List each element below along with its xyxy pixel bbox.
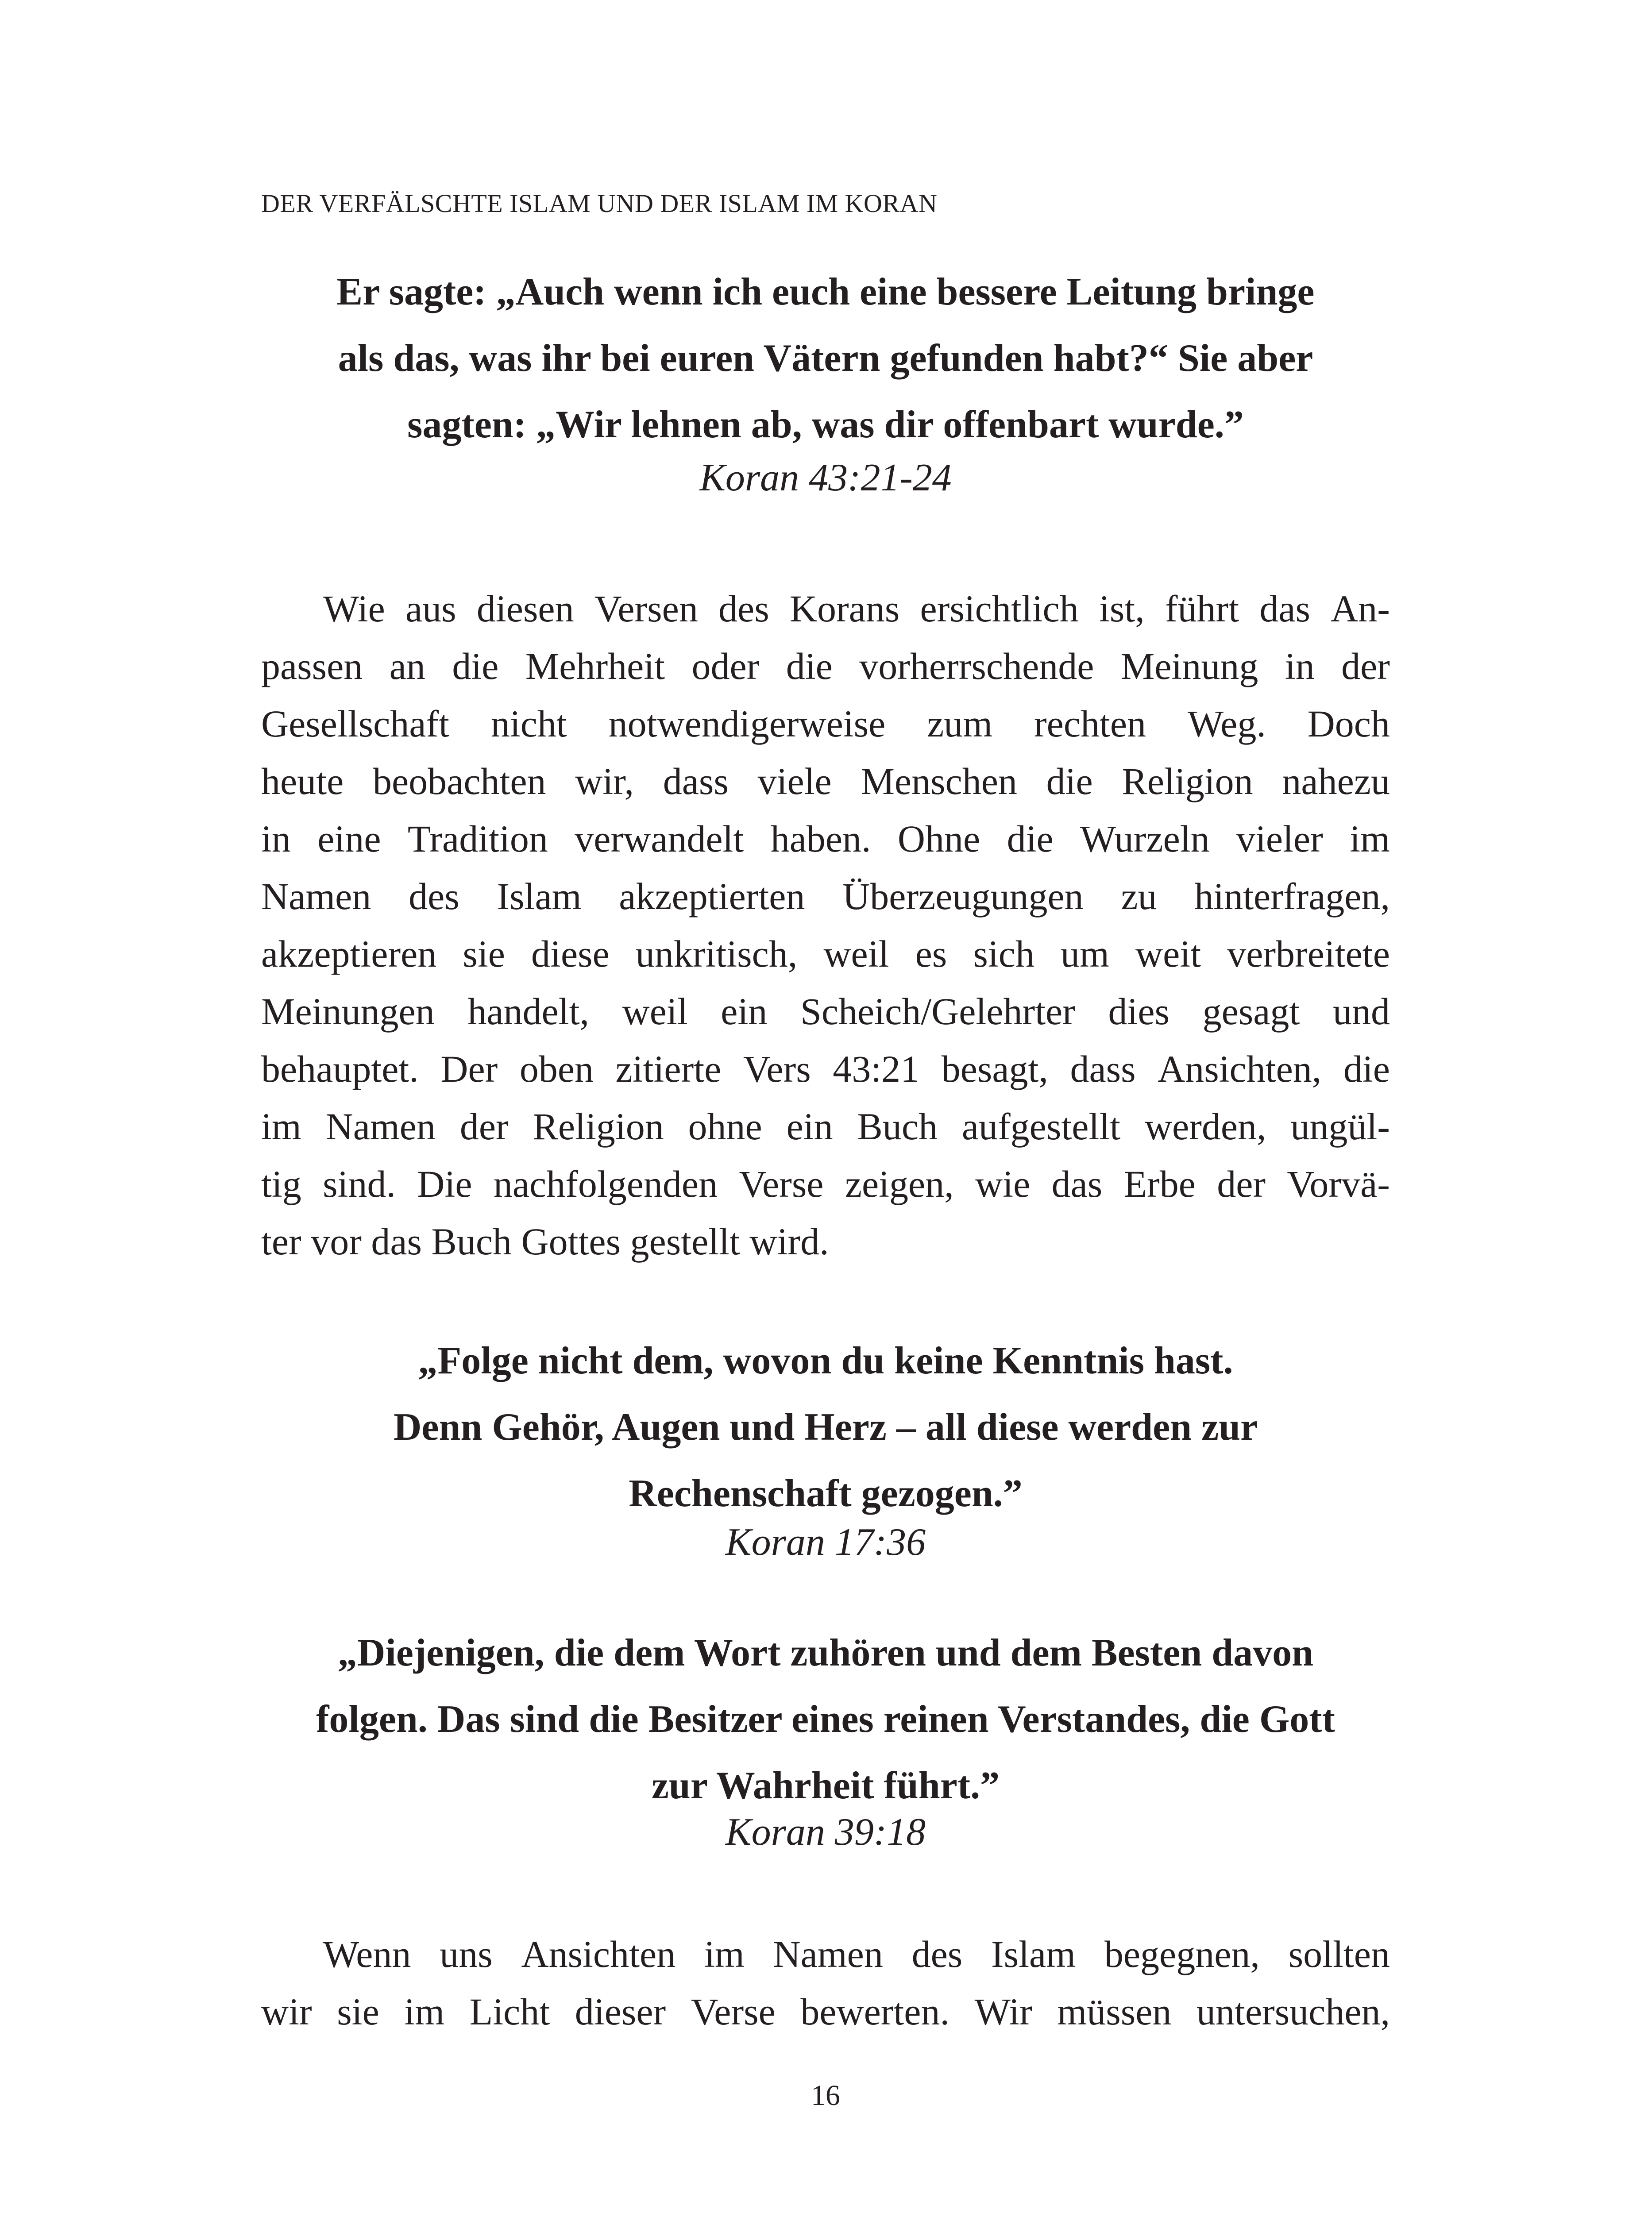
- word: Religion: [533, 1105, 664, 1148]
- word: Meinungen: [261, 990, 435, 1033]
- word: unkritisch,: [635, 933, 798, 975]
- word: dies: [1108, 990, 1170, 1033]
- quote-line: sagten: „Wir lehnen ab, was dir offenbart wurde.”: [407, 403, 1244, 446]
- text-line: [261, 1983, 1390, 2040]
- word: müssen: [1057, 1990, 1172, 2033]
- quote-line: „Diejenigen, die dem Wort zuhören und dem Besten davon: [337, 1631, 1314, 1674]
- word: haben.: [770, 817, 871, 860]
- word: zitierte: [615, 1048, 722, 1090]
- word: um: [1061, 933, 1109, 975]
- word: diese: [531, 933, 610, 975]
- word: Namen: [325, 1105, 436, 1148]
- word: Überzeugungen: [842, 875, 1084, 918]
- body-paragraph-2: [261, 1925, 1390, 2040]
- word: im: [1350, 817, 1390, 860]
- word: oder: [691, 645, 760, 687]
- running-header: DER VERFÄLSCHTE ISLAM UND DER ISLAM IM KORAN: [261, 189, 938, 218]
- word: nachfolgenden: [493, 1163, 718, 1205]
- text-line: [261, 867, 1390, 925]
- word: zu: [1121, 875, 1157, 918]
- word: Tradition: [407, 817, 548, 860]
- word: ist,: [1099, 587, 1145, 630]
- word: An-: [1331, 587, 1390, 630]
- word: im: [261, 1105, 301, 1148]
- word: Menschen: [861, 760, 1017, 802]
- word: eine: [317, 817, 381, 860]
- word: Korans: [789, 587, 900, 630]
- quote-reference-3: Koran 39:18: [725, 1811, 926, 1854]
- word: die: [452, 645, 499, 687]
- word: viele: [757, 760, 832, 802]
- word: dass: [663, 760, 729, 802]
- quote-reference-2: Koran 17:36: [725, 1521, 926, 1564]
- word: sollten: [1288, 1933, 1390, 1975]
- word: nicht: [490, 702, 567, 745]
- word: im: [704, 1933, 745, 1975]
- quote-line: Er sagte: „Auch wenn ich euch eine bessere Leitung bringe: [336, 270, 1315, 313]
- text-line: [261, 637, 1390, 695]
- quote-line: Denn Gehör, Augen und Herz – all diese werden zur: [393, 1406, 1258, 1449]
- word: handelt,: [467, 990, 589, 1033]
- word: Licht: [469, 1990, 550, 2033]
- word: Der: [440, 1048, 498, 1090]
- quote-line: folgen. Das sind die Besitzer eines reinen Verstandes, die Gott: [316, 1698, 1335, 1741]
- word: vorherrschende: [859, 645, 1094, 687]
- word: Wir: [974, 1990, 1032, 2033]
- page-number: 16: [811, 2079, 840, 2112]
- word: Ansichten,: [1158, 1048, 1322, 1090]
- word: passen: [261, 645, 363, 687]
- text-line: [261, 1040, 1390, 1098]
- text-line: [261, 983, 1390, 1040]
- word: Verse: [691, 1990, 776, 2033]
- word: heute: [261, 760, 344, 802]
- word: Meinung: [1120, 645, 1258, 687]
- word: Religion: [1122, 760, 1253, 802]
- word: oben: [519, 1048, 594, 1090]
- text-line: [261, 810, 1390, 867]
- word: Versen: [594, 587, 698, 630]
- word: Wie: [323, 587, 385, 630]
- quote-line: „Folge nicht dem, wovon du keine Kenntnis hast.: [418, 1339, 1233, 1382]
- word: Scheich/Gelehrter: [800, 990, 1075, 1033]
- quote-block-1: [261, 259, 1390, 458]
- text-line: [261, 1098, 1390, 1155]
- word: vieler: [1236, 817, 1323, 860]
- word: Gesellschaft: [261, 702, 450, 745]
- word: zum: [927, 702, 993, 745]
- word: führt: [1165, 587, 1239, 630]
- word: rechten: [1034, 702, 1146, 745]
- word: weil: [622, 990, 688, 1033]
- word: Islam: [497, 875, 582, 918]
- word: des: [911, 1933, 963, 1975]
- word: Verse: [739, 1163, 824, 1205]
- word: akzeptieren: [261, 933, 437, 975]
- text-line: [261, 1213, 1390, 1270]
- word: Erbe: [1123, 1163, 1196, 1205]
- word: das: [1051, 1163, 1103, 1205]
- word: bewerten.: [800, 1990, 950, 2033]
- word: Namen: [773, 1933, 883, 1975]
- word: Vers: [743, 1048, 811, 1090]
- word: 43:21: [833, 1048, 920, 1090]
- word: Weg.: [1187, 702, 1266, 745]
- word: an: [389, 645, 425, 687]
- word: verwandelt: [575, 817, 744, 860]
- word: wir,: [575, 760, 634, 802]
- word: akzeptierten: [619, 875, 805, 918]
- word: es: [915, 933, 947, 975]
- word: uns: [440, 1933, 493, 1975]
- word: hinterfragen,: [1194, 875, 1390, 918]
- text-line: [261, 1155, 1390, 1213]
- text-line: [261, 752, 1390, 810]
- word: das: [1259, 587, 1310, 630]
- quote-line: als das, was ihr bei euren Vätern gefunden habt?“ Sie aber: [338, 337, 1313, 380]
- word: wie: [975, 1163, 1031, 1205]
- quote-block-3: [261, 1620, 1390, 1819]
- word: Mehrheit: [525, 645, 665, 687]
- word: des: [718, 587, 769, 630]
- word: besagt,: [941, 1048, 1048, 1090]
- word: die: [786, 645, 833, 687]
- word: Ansichten: [521, 1933, 676, 1975]
- word: ersichtlich: [920, 587, 1079, 630]
- word: untersuchen,: [1196, 1990, 1390, 2033]
- word: Vorvä-: [1287, 1163, 1390, 1205]
- word: sind.: [323, 1163, 396, 1205]
- word: dieser: [575, 1990, 666, 2033]
- word: begegnen,: [1104, 1933, 1260, 1975]
- word: Islam: [991, 1933, 1076, 1975]
- word: gesagt: [1202, 990, 1300, 1033]
- word: dass: [1070, 1048, 1136, 1090]
- quote-reference-1: Koran 43:21-24: [699, 456, 952, 499]
- word: des: [409, 875, 459, 918]
- word: Doch: [1307, 702, 1390, 745]
- word: in: [261, 817, 291, 860]
- word: tig: [261, 1163, 301, 1205]
- text-line: [261, 925, 1390, 983]
- quote-block-2: [261, 1328, 1390, 1527]
- word: ein: [786, 1105, 833, 1148]
- word: weil: [823, 933, 889, 975]
- word: im: [404, 1990, 445, 2033]
- word: notwendigerweise: [608, 702, 886, 745]
- word: der: [1217, 1163, 1266, 1205]
- text-line-content: ter vor das Buch Gottes gestellt wird.: [261, 1220, 829, 1263]
- word: weit: [1135, 933, 1201, 975]
- word: die: [1007, 817, 1054, 860]
- word: aufgestellt: [961, 1105, 1121, 1148]
- word: wir: [261, 1990, 312, 2033]
- word: Namen: [261, 875, 371, 918]
- quote-line: Rechenschaft gezogen.”: [629, 1472, 1023, 1515]
- word: die: [1046, 760, 1093, 802]
- word: und: [1332, 990, 1390, 1033]
- word: Buch: [857, 1105, 938, 1148]
- word: diesen: [476, 587, 574, 630]
- word: ungül-: [1290, 1105, 1390, 1148]
- body-paragraph-1: [261, 580, 1390, 1270]
- word: beobachten: [372, 760, 546, 802]
- word: die: [1343, 1048, 1390, 1090]
- word: sich: [973, 933, 1034, 975]
- word: sie: [337, 1990, 379, 2033]
- word: sie: [463, 933, 505, 975]
- word: zeigen,: [845, 1163, 954, 1205]
- word: behauptet.: [261, 1048, 419, 1090]
- word: nahezu: [1282, 760, 1390, 802]
- word: der: [1341, 645, 1390, 687]
- word: Wurzeln: [1080, 817, 1210, 860]
- word: aus: [405, 587, 456, 630]
- quote-line: zur Wahrheit führt.”: [651, 1764, 1000, 1807]
- word: der: [459, 1105, 509, 1148]
- text-line: [261, 695, 1390, 752]
- word: ohne: [688, 1105, 762, 1148]
- word: Ohne: [897, 817, 980, 860]
- word: in: [1285, 645, 1315, 687]
- text-line: [261, 580, 1390, 637]
- word: werden,: [1144, 1105, 1266, 1148]
- word: Die: [417, 1163, 472, 1205]
- word: verbreitete: [1227, 933, 1390, 975]
- text-line: [261, 1925, 1390, 1983]
- word: Wenn: [323, 1933, 411, 1975]
- word: ein: [721, 990, 768, 1033]
